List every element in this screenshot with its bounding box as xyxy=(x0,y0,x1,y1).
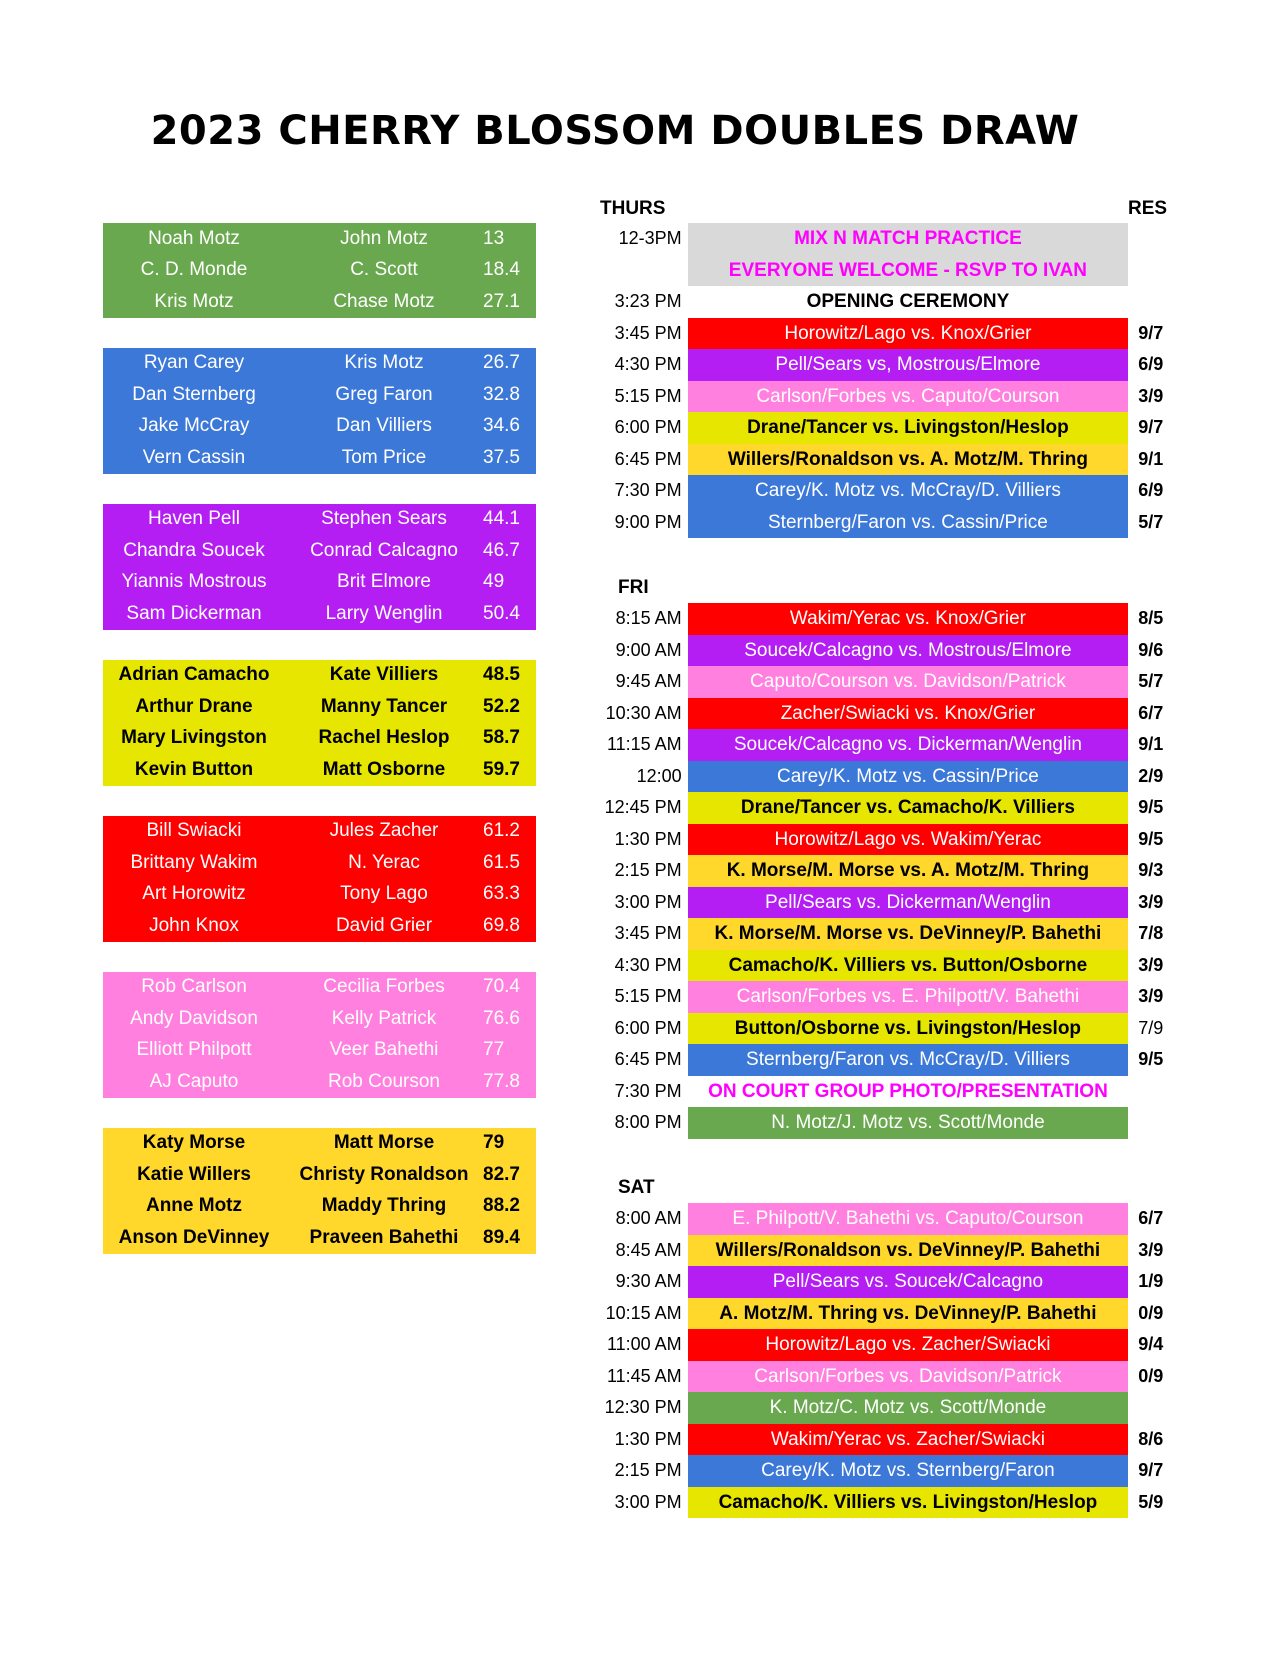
match-time: 8:45 AM xyxy=(615,1239,682,1260)
match-pairing: A. Motz/M. Thring vs. DeVinney/P. Bahethi xyxy=(688,1298,1129,1330)
match-row xyxy=(578,1203,1198,1235)
player-one-name: Katy Morse xyxy=(142,1132,246,1154)
match-pairing: E. Philpott/V. Bahethi vs. Caputo/Courson xyxy=(688,1203,1129,1235)
player-one-name: Art Horowitz xyxy=(142,883,246,905)
match-result: 9/7 xyxy=(1138,1460,1164,1481)
player-one-name: Rob Carlson xyxy=(141,976,247,998)
player-two-name: David Grier xyxy=(335,914,433,936)
team-rating: 59.7 xyxy=(483,758,520,780)
match-row xyxy=(578,1298,1198,1330)
team-rating: 44.1 xyxy=(483,508,520,530)
team-row xyxy=(103,816,536,848)
results-header: RES xyxy=(1128,198,1168,219)
match-pairing: Horowitz/Lago vs. Zacher/Swiacki xyxy=(688,1329,1129,1361)
team-row xyxy=(103,847,536,879)
match-pairing: Horowitz/Lago vs. Knox/Grier xyxy=(688,318,1129,350)
match-row xyxy=(578,855,1198,887)
player-two-name: Kelly Patrick xyxy=(331,1007,437,1029)
match-pairing: Carlson/Forbes vs. Caputo/Courson xyxy=(688,381,1129,413)
team-row xyxy=(103,255,536,287)
match-pairing: Wakim/Yerac vs. Knox/Grier xyxy=(688,603,1129,635)
match-pairing: Sternberg/Faron vs. McCray/D. Villiers xyxy=(688,1044,1129,1076)
match-row xyxy=(578,381,1198,413)
player-one-name: Katie Willers xyxy=(137,1163,251,1185)
match-row xyxy=(578,223,1198,255)
match-row xyxy=(578,981,1198,1013)
player-one-name: Yiannis Mostrous xyxy=(121,571,267,593)
player-one-name: John Knox xyxy=(149,914,239,936)
team-row xyxy=(103,879,536,911)
team-rating: 79 xyxy=(483,1132,505,1154)
match-result: 7/9 xyxy=(1138,1017,1164,1038)
match-row xyxy=(578,444,1198,476)
team-group-yellow xyxy=(103,660,536,786)
player-two-name: Rachel Heslop xyxy=(318,727,450,749)
match-time: 10:15 AM xyxy=(605,1302,682,1323)
match-pairing: Pell/Sears vs. Dickerman/Wenglin xyxy=(688,887,1129,919)
team-rating: 49 xyxy=(483,571,505,593)
match-row xyxy=(578,1424,1198,1456)
player-one-name: Vern Cassin xyxy=(142,446,246,468)
match-result: 5/7 xyxy=(1138,671,1164,692)
page-title: 2023 CHERRY BLOSSOM DOUBLES DRAW xyxy=(150,108,1080,154)
match-result: 3/9 xyxy=(1138,986,1164,1007)
player-one-name: Brittany Wakim xyxy=(130,851,258,873)
player-two-name: Cecilia Forbes xyxy=(323,976,445,998)
match-result: 6/9 xyxy=(1138,354,1164,375)
player-two-name: C. Scott xyxy=(350,259,418,281)
match-pairing: EVERYONE WELCOME - RSVP TO IVAN xyxy=(688,255,1129,287)
team-group-gold xyxy=(103,1128,536,1254)
match-row xyxy=(578,824,1198,856)
team-rating: 61.5 xyxy=(483,851,520,873)
player-one-name: Anne Motz xyxy=(145,1195,243,1217)
match-time: 12:30 PM xyxy=(604,1397,682,1418)
team-row xyxy=(103,567,536,599)
player-two-name: Tony Lago xyxy=(340,883,428,905)
match-result: 9/1 xyxy=(1138,734,1164,755)
player-two-name: Greg Faron xyxy=(335,383,433,405)
player-two-name: Veer Bahethi xyxy=(329,1039,439,1061)
team-rating: 26.7 xyxy=(483,352,520,374)
match-pairing: Soucek/Calcagno vs. Mostrous/Elmore xyxy=(688,635,1129,667)
team-rating: 82.7 xyxy=(483,1163,520,1185)
match-time: 12-3PM xyxy=(618,228,682,249)
match-row xyxy=(578,318,1198,350)
player-two-name: Kate Villiers xyxy=(329,664,439,686)
player-two-name: Maddy Thring xyxy=(321,1195,447,1217)
team-rating: 52.2 xyxy=(483,695,520,717)
match-result: 8/5 xyxy=(1138,608,1164,629)
player-one-name: Kevin Button xyxy=(134,758,254,780)
team-rating: 88.2 xyxy=(483,1195,520,1217)
match-time: 9:00 PM xyxy=(614,511,682,532)
match-time: 6:00 PM xyxy=(614,417,682,438)
match-result: 9/3 xyxy=(1138,860,1164,881)
player-one-name: Chandra Soucek xyxy=(123,539,265,561)
match-result: 8/6 xyxy=(1138,1428,1164,1449)
player-one-name: AJ Caputo xyxy=(149,1070,239,1092)
player-one-name: Mary Livingston xyxy=(121,727,267,749)
player-one-name: Elliott Philpott xyxy=(136,1039,252,1061)
match-pairing: Zacher/Swiacki vs. Knox/Grier xyxy=(688,698,1129,730)
match-time: 6:45 PM xyxy=(614,1049,682,1070)
match-result: 1/9 xyxy=(1138,1271,1164,1292)
team-row xyxy=(103,286,536,318)
match-row xyxy=(578,412,1198,444)
match-row xyxy=(578,761,1198,793)
match-time: 6:45 PM xyxy=(614,448,682,469)
team-rating: 48.5 xyxy=(483,664,520,686)
match-result: 6/7 xyxy=(1138,1208,1164,1229)
team-rating: 34.6 xyxy=(483,415,520,437)
match-pairing: N. Motz/J. Motz vs. Scott/Monde xyxy=(688,1107,1129,1139)
match-time: 3:23 PM xyxy=(614,291,682,312)
match-result: 9/1 xyxy=(1138,448,1164,469)
match-pairing: Button/Osborne vs. Livingston/Heslop xyxy=(688,1013,1129,1045)
match-row xyxy=(578,729,1198,761)
match-row xyxy=(578,349,1198,381)
team-rating: 46.7 xyxy=(483,539,520,561)
team-row xyxy=(103,1191,536,1223)
player-one-name: Andy Davidson xyxy=(130,1007,258,1029)
match-time: 4:30 PM xyxy=(614,354,682,375)
match-pairing: K. Morse/M. Morse vs. DeVinney/P. Bahethi xyxy=(688,918,1129,950)
match-time: 9:45 AM xyxy=(615,671,682,692)
player-one-name: Noah Motz xyxy=(148,227,240,249)
match-time: 9:30 AM xyxy=(615,1271,682,1292)
match-row xyxy=(578,475,1198,507)
player-one-name: Dan Sternberg xyxy=(132,383,256,405)
match-time: 2:15 PM xyxy=(614,1460,682,1481)
team-group-purple xyxy=(103,504,536,630)
match-pairing: Pell/Sears vs, Mostrous/Elmore xyxy=(688,349,1129,381)
player-two-name: Tom Price xyxy=(341,446,427,468)
match-pairing: Willers/Ronaldson vs. DeVinney/P. Bahethi xyxy=(688,1235,1129,1267)
team-group-red xyxy=(103,816,536,942)
match-time: 7:30 PM xyxy=(614,480,682,501)
match-time: 3:45 PM xyxy=(614,923,682,944)
day-header-sat: SAT xyxy=(618,1177,655,1198)
match-row xyxy=(578,1013,1198,1045)
match-pairing: OPENING CEREMONY xyxy=(806,291,1010,312)
match-result: 0/9 xyxy=(1138,1302,1164,1323)
player-two-name: Jules Zacher xyxy=(329,820,439,842)
team-row xyxy=(103,1159,536,1191)
team-row xyxy=(103,348,536,380)
match-row xyxy=(578,887,1198,919)
match-time: 2:15 PM xyxy=(614,860,682,881)
team-row xyxy=(103,972,536,1004)
match-row xyxy=(578,1235,1198,1267)
match-result: 5/9 xyxy=(1138,1491,1164,1512)
team-row xyxy=(103,910,536,942)
team-row xyxy=(103,1066,536,1098)
match-row xyxy=(578,666,1198,698)
match-row xyxy=(578,950,1198,982)
team-rating: 77.8 xyxy=(483,1070,520,1092)
match-result: 9/5 xyxy=(1138,1049,1164,1070)
team-row xyxy=(103,598,536,630)
match-pairing: Drane/Tancer vs. Livingston/Heslop xyxy=(688,412,1129,444)
player-two-name: John Motz xyxy=(340,227,428,249)
match-row xyxy=(578,1076,1198,1108)
match-time: 10:30 AM xyxy=(605,702,682,723)
team-row xyxy=(103,660,536,692)
team-rating: 61.2 xyxy=(483,820,520,842)
match-time: 3:45 PM xyxy=(614,322,682,343)
player-one-name: Haven Pell xyxy=(148,508,240,530)
match-result: 6/7 xyxy=(1138,702,1164,723)
match-row xyxy=(578,918,1198,950)
player-two-name: Praveen Bahethi xyxy=(309,1226,459,1248)
match-result: 9/5 xyxy=(1138,797,1164,818)
match-row xyxy=(578,255,1198,287)
player-one-name: Kris Motz xyxy=(154,290,234,312)
match-pairing: Carey/K. Motz vs. Sternberg/Faron xyxy=(688,1455,1129,1487)
match-result: 9/7 xyxy=(1138,417,1164,438)
day-header-fri: FRI xyxy=(618,577,649,598)
match-pairing: MIX N MATCH PRACTICE xyxy=(688,223,1129,255)
match-time: 4:30 PM xyxy=(614,954,682,975)
match-time: 11:45 AM xyxy=(606,1365,682,1386)
team-row xyxy=(103,411,536,443)
team-rating: 50.4 xyxy=(483,602,520,624)
team-row xyxy=(103,754,536,786)
team-row xyxy=(103,535,536,567)
player-one-name: Jake McCray xyxy=(138,415,250,437)
match-result: 9/5 xyxy=(1138,828,1164,849)
player-one-name: Anson DeVinney xyxy=(118,1226,270,1248)
match-time: 12:00 xyxy=(636,765,682,786)
player-two-name: Conrad Calcagno xyxy=(310,539,458,561)
player-two-name: Larry Wenglin xyxy=(325,602,443,624)
team-rating: 77 xyxy=(483,1039,505,1061)
team-rating: 18.4 xyxy=(483,259,520,281)
match-pairing: Drane/Tancer vs. Camacho/K. Villiers xyxy=(688,792,1129,824)
match-row xyxy=(578,1361,1198,1393)
match-time: 5:15 PM xyxy=(614,986,682,1007)
match-pairing: Soucek/Calcagno vs. Dickerman/Wenglin xyxy=(688,729,1129,761)
team-rating: 76.6 xyxy=(483,1007,520,1029)
player-two-name: Christy Ronaldson xyxy=(299,1163,469,1185)
player-two-name: N. Yerac xyxy=(348,851,420,873)
match-pairing: Caputo/Courson vs. Davidson/Patrick xyxy=(688,666,1129,698)
match-time: 7:30 PM xyxy=(614,1080,682,1101)
team-group-green xyxy=(103,223,536,318)
match-result: 9/6 xyxy=(1138,639,1164,660)
match-pairing: Carey/K. Motz vs. Cassin/Price xyxy=(688,761,1129,793)
team-row xyxy=(103,723,536,755)
player-one-name: Arthur Drane xyxy=(135,695,253,717)
day-header-thurs: THURS xyxy=(600,198,666,219)
team-rating: 69.8 xyxy=(483,914,520,936)
match-time: 5:15 PM xyxy=(614,385,682,406)
match-row xyxy=(578,635,1198,667)
match-row xyxy=(578,792,1198,824)
team-rating: 63.3 xyxy=(483,883,520,905)
match-row xyxy=(578,1329,1198,1361)
player-two-name: Brit Elmore xyxy=(337,571,431,593)
team-group-pink xyxy=(103,972,536,1098)
match-result: 3/9 xyxy=(1138,954,1164,975)
match-pairing: Willers/Ronaldson vs. A. Motz/M. Thring xyxy=(688,444,1129,476)
team-rating: 32.8 xyxy=(483,383,520,405)
match-time: 9:00 AM xyxy=(615,639,682,660)
player-two-name: Rob Courson xyxy=(328,1070,440,1092)
match-result: 7/8 xyxy=(1138,923,1164,944)
match-result: 3/9 xyxy=(1138,1239,1164,1260)
match-row xyxy=(578,1392,1198,1424)
match-result: 3/9 xyxy=(1138,891,1164,912)
team-list xyxy=(103,223,536,1284)
match-pairing: Pell/Sears vs. Soucek/Calcagno xyxy=(688,1266,1129,1298)
match-time: 1:30 PM xyxy=(614,828,682,849)
team-group-blue xyxy=(103,348,536,474)
team-row xyxy=(103,379,536,411)
match-time: 11:15 AM xyxy=(606,734,682,755)
match-pairing: Camacho/K. Villiers vs. Button/Osborne xyxy=(688,950,1129,982)
match-row xyxy=(578,1107,1198,1139)
match-time: 8:00 AM xyxy=(615,1208,682,1229)
player-two-name: Matt Morse xyxy=(333,1132,435,1154)
match-pairing: Horowitz/Lago vs. Wakim/Yerac xyxy=(688,824,1129,856)
match-pairing: Camacho/K. Villiers vs. Livingston/Heslop xyxy=(688,1487,1129,1519)
match-result: 9/4 xyxy=(1138,1334,1164,1355)
match-time: 12:45 PM xyxy=(604,797,682,818)
match-row xyxy=(578,1455,1198,1487)
match-pairing: K. Morse/M. Morse vs. A. Motz/M. Thring xyxy=(688,855,1129,887)
match-time: 8:15 AM xyxy=(615,608,682,629)
team-row xyxy=(103,691,536,723)
match-result: 9/7 xyxy=(1138,322,1164,343)
match-pairing: ON COURT GROUP PHOTO/PRESENTATION xyxy=(708,1080,1108,1102)
player-two-name: Stephen Sears xyxy=(321,508,447,530)
team-rating: 89.4 xyxy=(483,1226,520,1248)
player-one-name: C. D. Monde xyxy=(140,259,248,281)
match-pairing: K. Motz/C. Motz vs. Scott/Monde xyxy=(688,1392,1129,1424)
team-row xyxy=(103,1035,536,1067)
match-time: 3:00 PM xyxy=(614,891,682,912)
player-two-name: Manny Tancer xyxy=(320,695,448,717)
match-row xyxy=(578,1044,1198,1076)
team-row xyxy=(103,223,536,255)
player-one-name: Sam Dickerman xyxy=(126,602,262,624)
match-result: 6/9 xyxy=(1138,480,1164,501)
team-rating: 37.5 xyxy=(483,446,520,468)
team-rating: 58.7 xyxy=(483,727,520,749)
match-pairing: Wakim/Yerac vs. Zacher/Swiacki xyxy=(688,1424,1129,1456)
match-row xyxy=(578,286,1198,318)
player-two-name: Kris Motz xyxy=(344,352,424,374)
player-two-name: Matt Osborne xyxy=(322,758,446,780)
match-time: 1:30 PM xyxy=(614,1428,682,1449)
match-result: 0/9 xyxy=(1138,1365,1164,1386)
team-row xyxy=(103,1128,536,1160)
team-rating: 70.4 xyxy=(483,976,520,998)
player-two-name: Chase Motz xyxy=(333,290,435,312)
match-row xyxy=(578,1266,1198,1298)
match-pairing: Carlson/Forbes vs. Davidson/Patrick xyxy=(688,1361,1129,1393)
match-row xyxy=(578,603,1198,635)
player-one-name: Adrian Camacho xyxy=(118,664,270,686)
match-row xyxy=(578,698,1198,730)
team-row xyxy=(103,504,536,536)
match-result: 2/9 xyxy=(1138,765,1164,786)
match-time: 11:00 AM xyxy=(606,1334,682,1355)
match-pairing: Carlson/Forbes vs. E. Philpott/V. Bahethi xyxy=(688,981,1129,1013)
match-pairing: Carey/K. Motz vs. McCray/D. Villiers xyxy=(688,475,1129,507)
player-one-name: Ryan Carey xyxy=(143,352,245,374)
team-rating: 13 xyxy=(483,227,505,249)
match-time: 8:00 PM xyxy=(614,1112,682,1133)
match-time: 6:00 PM xyxy=(614,1017,682,1038)
match-pairing: Sternberg/Faron vs. Cassin/Price xyxy=(688,507,1129,539)
player-two-name: Dan Villiers xyxy=(336,415,432,437)
match-row xyxy=(578,1487,1198,1519)
team-row xyxy=(103,1222,536,1254)
match-result: 5/7 xyxy=(1138,511,1164,532)
match-result: 3/9 xyxy=(1138,385,1164,406)
team-row xyxy=(103,1003,536,1035)
match-row xyxy=(578,507,1198,539)
team-rating: 27.1 xyxy=(483,290,520,312)
player-one-name: Bill Swiacki xyxy=(146,820,242,842)
match-time: 3:00 PM xyxy=(614,1491,682,1512)
team-row xyxy=(103,442,536,474)
